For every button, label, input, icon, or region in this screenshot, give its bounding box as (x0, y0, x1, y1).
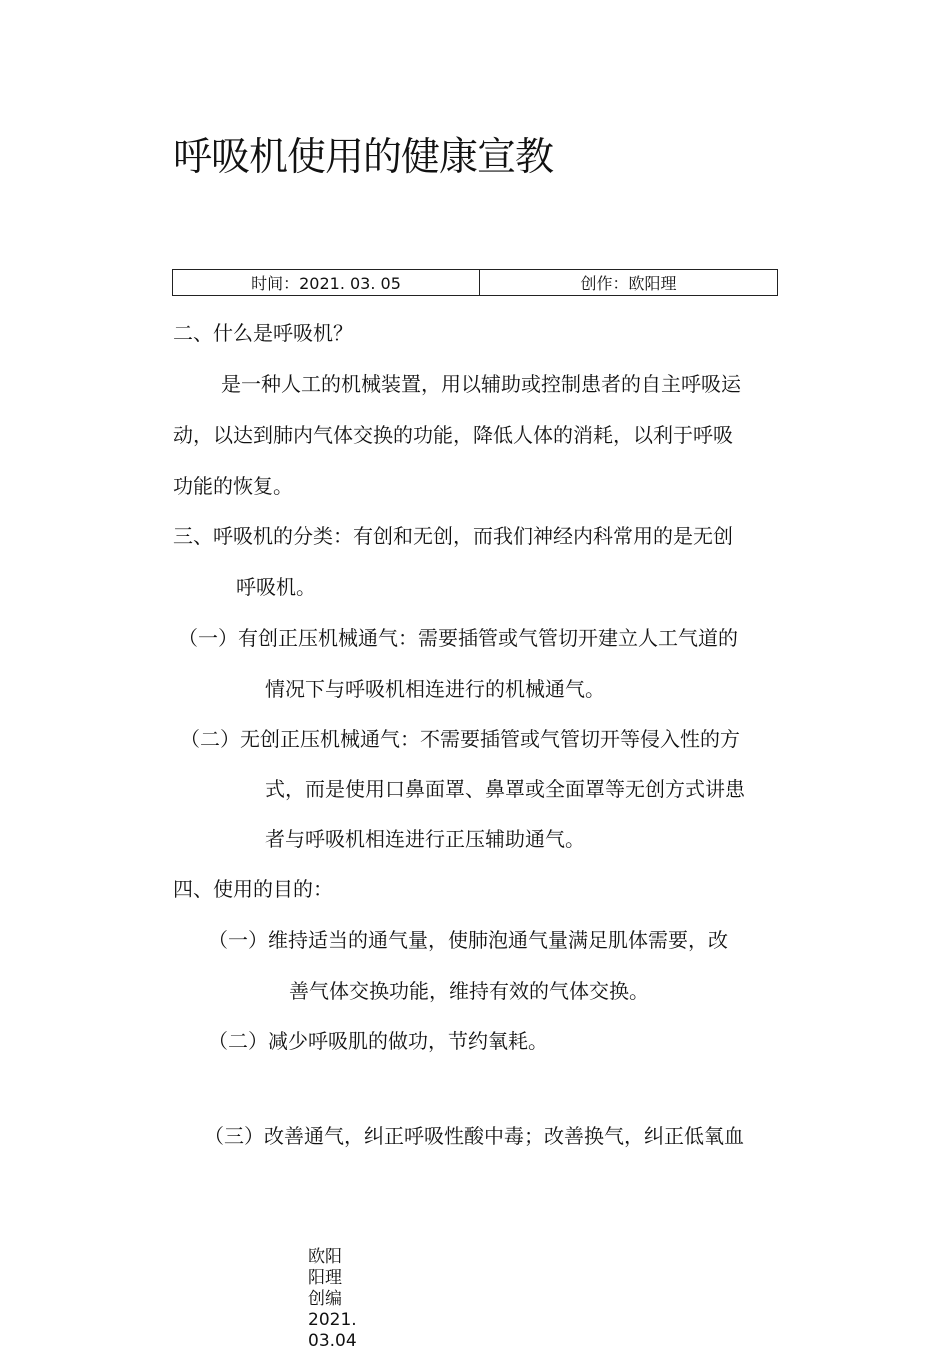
meta-time: 时间：2021. 03. 05 (173, 270, 480, 295)
section-4-heading: 四、使用的目的： (173, 877, 333, 901)
footer-line-4: 2021. (308, 1310, 357, 1330)
page-title: 呼吸机使用的健康宣教 (173, 135, 554, 180)
section-3-item-2-line-3: 者与呼吸机相连进行正压辅助通气。 (265, 827, 585, 851)
footer-note (308, 1247, 358, 1352)
section-3-heading-line-2: 呼吸机。 (236, 575, 316, 599)
section-3-item-1-line-2: 情况下与呼吸机相连进行的机械通气。 (265, 677, 605, 701)
section-2-heading: 二、什么是呼吸机？ (173, 321, 353, 345)
section-4-item-1-line-2: 善气体交换功能，维持有效的气体交换。 (289, 979, 649, 1003)
section-3-item-1-line-1: （一）有创正压机械通气：需要插管或气管切开建立人工气道的 (178, 626, 738, 650)
section-2-body-line-3: 功能的恢复。 (173, 474, 293, 498)
footer-line-2: 阳理 (308, 1268, 342, 1288)
section-4-item-3: （三）改善通气，纠正呼吸性酸中毒；改善换气，纠正低氧血 (204, 1124, 744, 1148)
section-3-heading-line-1: 三、呼吸机的分类：有创和无创，而我们神经内科常用的是无创 (173, 524, 733, 548)
meta-table (172, 269, 778, 296)
section-3-item-2-line-2: 式，而是使用口鼻面罩、鼻罩或全面罩等无创方式讲患 (265, 777, 745, 801)
footer-line-5: 03.04 (308, 1331, 357, 1351)
section-3-item-2-line-1: （二）无创正压机械通气：不需要插管或气管切开等侵入性的方 (180, 727, 740, 751)
section-2-body-line-1: 是一种人工的机械装置，用以辅助或控制患者的自主呼吸运 (221, 372, 741, 396)
meta-author: 创作：欧阳理 (580, 274, 677, 293)
footer-line-1: 欧阳 (308, 1247, 342, 1267)
footer-line-3: 创编 (308, 1289, 342, 1309)
section-4-item-1-line-1: （一）维持适当的通气量，使肺泡通气量满足肌体需要，改 (208, 928, 728, 952)
section-4-item-2: （二）减少呼吸肌的做功，节约氧耗。 (208, 1029, 548, 1053)
section-2-body-line-2: 动，以达到肺内气体交换的功能，降低人体的消耗，以利于呼吸 (173, 423, 733, 447)
